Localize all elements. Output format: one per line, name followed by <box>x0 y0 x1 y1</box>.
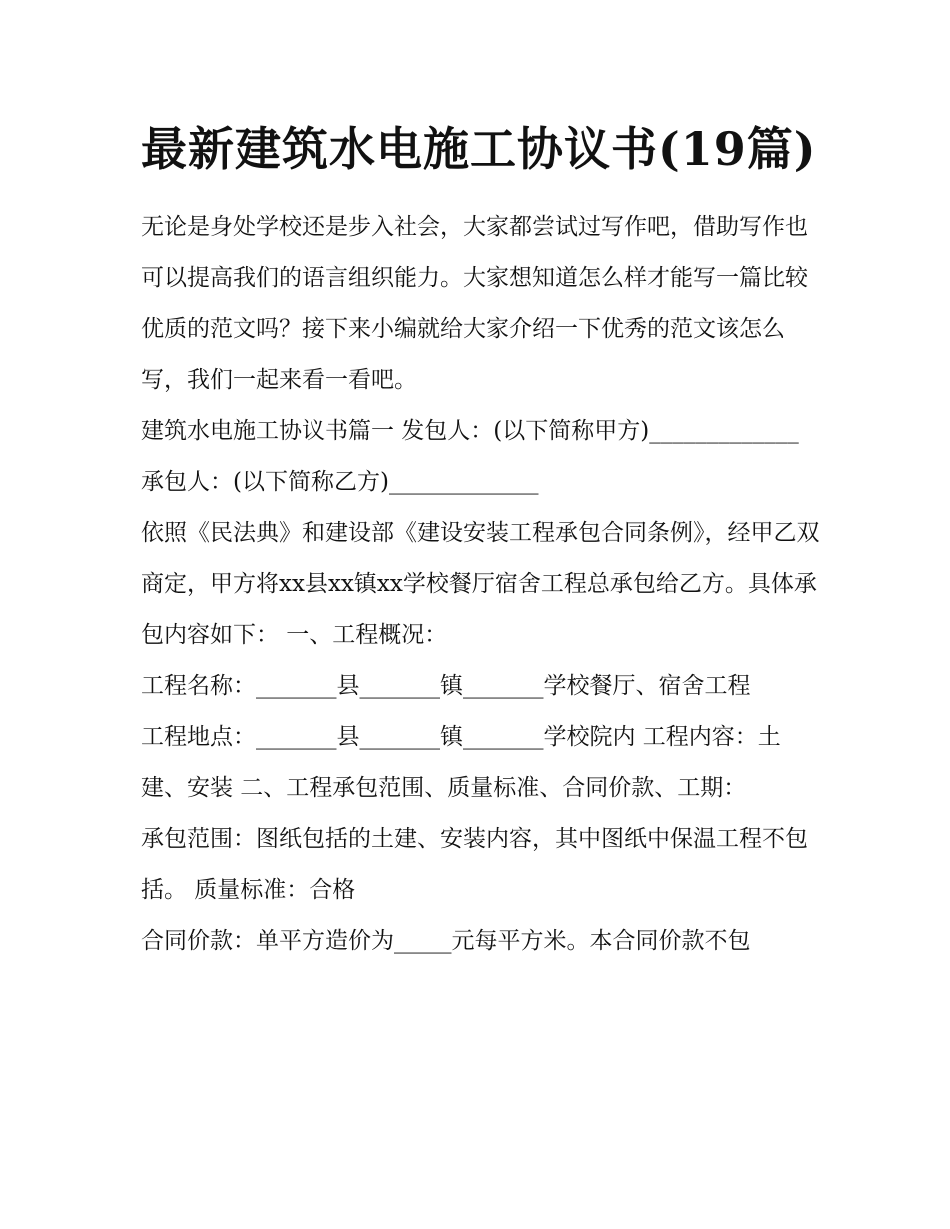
paragraph-price: 合同价款：单平方造价为_____元每平方米。本合同价款不包 <box>141 928 751 954</box>
paragraph-project-location: 工程地点：_______县_______镇_______学校院内 工程内容：土建、安装 二、工程承包范围、质量标准、合同价款、工期： <box>141 724 781 801</box>
paragraph-scope: 承包范围：图纸包括的土建、安装内容，其中图纸中保温工程不包括。 质量标准：合格 <box>141 826 808 903</box>
paragraph-basis: 依照《民法典》和建设部《建设安装工程承包合同条例》，经甲乙双商定，甲方将xx县xx镇xx学校餐厅宿舍工程总承包给乙方。具体承包内容如下： 一、工程概况： <box>141 520 820 648</box>
paragraph-project-name: 工程名称：_______县_______镇_______学校餐厅、宿舍工程 <box>141 673 751 699</box>
document-page <box>141 110 821 967</box>
paragraph-parties: 建筑水电施工协议书篇一 发包人：(以下简称甲方)_____________ 承包人：(以下简称乙方)_____________ <box>141 418 799 495</box>
paragraph-intro: 无论是身处学校还是步入社会，大家都尝试过写作吧，借助写作也可以提高我们的语言组织能力。大家想知道怎么样才能写一篇比较优质的范文吗？接下来小编就给大家介绍一下优秀的范文该怎么写，我们一起来看一看吧。 <box>141 214 808 393</box>
document-title: 最新建筑水电施工协议书(19篇) <box>141 122 817 176</box>
